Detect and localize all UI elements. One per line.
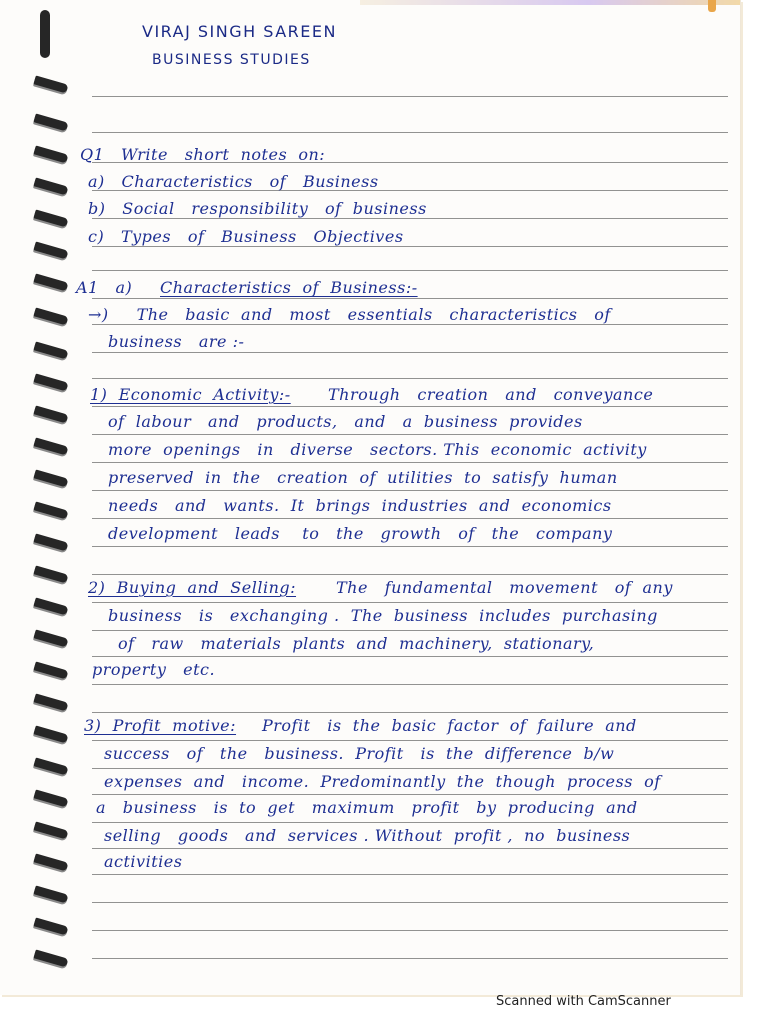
spiral-ring [33,725,68,743]
point-3-title: 3) Profit motive: [84,716,237,735]
point-3-line: success of the business. Profit is the difference b/w [104,744,615,763]
point-3-line: a business is to get maximum profit by producing and [96,798,638,817]
ruled-line [92,768,728,769]
ruled-line [92,324,728,325]
question-prompt: Q1 Write short notes on: [80,145,326,164]
spiral-ring [33,565,68,583]
question-item-b: b) Social responsibility of business [88,199,427,218]
ruled-line [92,406,728,407]
point-3-line: Profit is the basic factor of failure and [262,716,637,735]
spiral-ring [33,405,68,423]
ruled-line [92,378,728,379]
spiral-ring [33,821,68,839]
answer-heading: Characteristics of Business:- [160,278,418,297]
ruled-line [92,740,728,741]
ruled-line [92,848,728,849]
point-3-line: activities [104,852,183,871]
point-1-line: of labour and products, and a business provides [108,412,583,431]
spiral-ring [33,241,68,259]
spiral-ring [40,10,50,58]
point-2-title: 2) Buying and Selling: [88,578,297,597]
ruled-line [92,602,728,603]
ruled-line [92,958,728,959]
spiral-ring [33,917,68,935]
spiral-ring [33,469,68,487]
point-3-line: selling goods and services . Without profit , no business [104,826,631,845]
point-2-line: The fundamental movement of any [336,578,673,597]
ruled-line [92,298,728,299]
ruled-line [92,656,728,657]
ruled-line [92,902,728,903]
spiral-ring [33,693,68,711]
ruled-line [92,218,728,219]
point-2-line: property etc. [92,660,216,679]
spiral-ring [33,373,68,391]
spiral-ring [33,501,68,519]
point-2-line: business is exchanging . The business includes purchasing [108,606,658,625]
spiral-ring [33,177,68,195]
spiral-ring [33,853,68,871]
spiral-ring [33,597,68,615]
spiral-ring [33,209,68,227]
spiral-ring [33,307,68,325]
scanner-watermark: Scanned with CamScanner [496,994,671,1009]
ruled-line [92,490,728,491]
page-top-edge [360,0,740,5]
ruled-line [92,930,728,931]
ruled-line [92,574,728,575]
point-1-line: Through creation and conveyance [328,385,654,404]
spiral-ring [33,75,68,93]
spiral-ring [33,661,68,679]
point-1-line: preserved in the creation of utilities to satisfy human [108,468,618,487]
spiral-ring [33,145,68,163]
page-corner-tab [708,0,716,12]
point-2-line: of raw materials plants and machinery, stationary, [118,634,595,653]
ruled-line [92,434,728,435]
spiral-ring [33,949,68,967]
answer-label: A1 a) [76,278,133,297]
spiral-ring [33,113,68,131]
ruled-line [92,518,728,519]
answer-intro-line: →) The basic and most essentials characteristics of [88,305,611,324]
ruled-line [92,822,728,823]
question-item-a: a) Characteristics of Business [88,172,379,191]
spiral-ring [33,437,68,455]
spiral-ring [33,341,68,359]
point-1-line: development leads to the growth of the company [108,524,613,543]
ruled-line [92,630,728,631]
ruled-line [92,712,728,713]
ruled-line [92,352,728,353]
answer-intro-line: business are :- [108,332,245,351]
ruled-line [92,132,728,133]
spiral-ring [33,885,68,903]
point-1-line: needs and wants. It brings industries and economics [108,496,612,515]
spiral-ring [33,533,68,551]
point-1-title: 1) Economic Activity:- [90,385,291,404]
ruled-line [92,96,728,97]
ruled-line [92,684,728,685]
point-1-line: more openings in diverse sectors. This economic activity [108,440,647,459]
ruled-line [92,546,728,547]
ruled-line [92,246,728,247]
ruled-line [92,794,728,795]
ruled-line [92,462,728,463]
spiral-ring [33,757,68,775]
ruled-line [92,874,728,875]
subject-title: BUSINESS STUDIES [152,52,311,68]
question-item-c: c) Types of Business Objectives [88,227,404,246]
student-name: VIRAJ SINGH SAREEN [142,22,337,41]
spiral-ring [33,629,68,647]
spiral-ring [33,789,68,807]
spiral-ring [33,273,68,291]
ruled-line [92,270,728,271]
point-3-line: expenses and income. Predominantly the though process of [104,772,661,791]
